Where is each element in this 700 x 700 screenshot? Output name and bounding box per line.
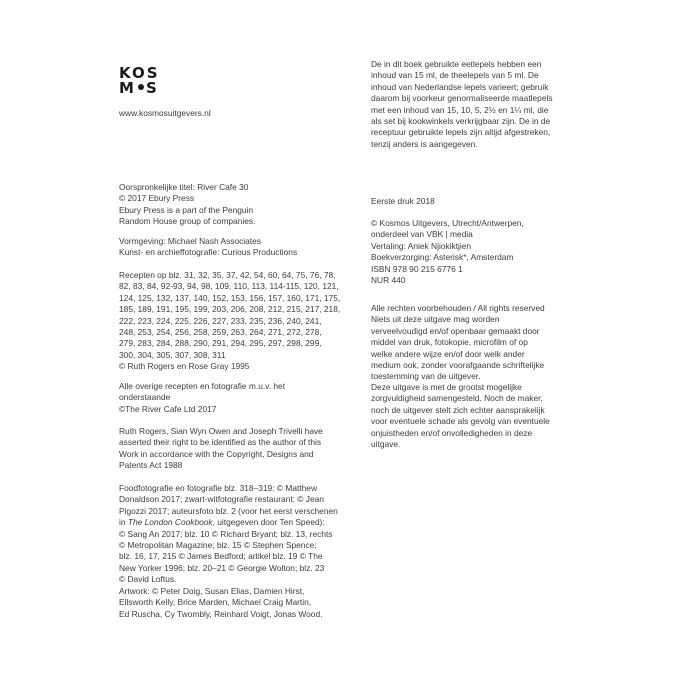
publisher-info: © Kosmos Uitgevers, Utrecht/Antwerpen, onderdeel van VBK | media Vertaling: Aniek Njiokiktjien Boekverzorging: Asterisk*, Amsterdam: [371, 218, 524, 263]
first-edition: Eerste druk 2018: [371, 196, 435, 206]
disclaimer: Deze uitgave is met de grootst mogelijke zorgvuldigheid samengesteld. Noch de maker, noch de uitgever stelt zich echter aansprakelijk voor eventuele schade als gevolg van eventuele onjuistheden en/of onvolledigheden in deze uitgave.: [371, 382, 550, 450]
photo-credits: Foodfotografie en fotografie blz. 318–319: © Matthew Donaldson 2017; zwart-witfotografie restaurant: © Jean Pigozzi 2017; auteursfoto blz. 2 (voor het eerst verschenen in The London Cookbook, uitgegeven door Ten Speed): © Sang An 2017; blz. 10 © Richard Bryant; blz. 13, rechts © Metropolitan Magazine; blz. 15 © Stephen Spence; blz. 16, 17, 215 © James Bedford; artikel blz. 19 © The New Yorker 1996; blz. 20–21 © Georgie Wolton; blz. 23 © David Loftus.: [119, 483, 338, 585]
website-link[interactable]: www.kosmosuitgevers.nl: [119, 108, 211, 118]
logo-row-2: M S: [119, 79, 159, 97]
book-title: The London Cookbook: [127, 517, 213, 528]
publisher-logo: [119, 66, 160, 96]
original-title-block: Oorspronkelijke titel: River Cafe 30 © 2017 Ebury Press Ebury Press is a part of the Penguin Random House group of companies.: [119, 182, 256, 227]
artwork-credits: Artwork: © Peter Doig, Susan Elias, Damien Hirst, Ellsworth Kelly, Brice Marden, Michael Craig Martin, Ed Ruscha, Cy Twombly, Reinhard Voigt, Jonas Wood.: [119, 586, 323, 619]
rights-reserved: Alle rechten voorbehouden / All rights reserved Niets uit deze uitgave mag worden verveelvoudigd en/of openbaar gemaakt door middel van druk, fotokopie, microfilm of op welke andere wijze en/of door welk ander medium ook, zonder voorafgaande schriftelijke toestemming van de uitgever.: [371, 303, 545, 382]
measurement-note: De in dit boek gebruikte eetlepels hebben een inhoud van 15 ml, de theelepels van 5 ml. De inhoud van Nederlandse lepels varieert; gebruik daarom bij voorkeur genormaliseerde maatlepels met een inhoud van 15, 10, 5, 2½ en 1¼ ml, die als set bij kookwinkels verkrijgbaar zijn. De in de receptuur gebruikte lepels zijn altijd afgestreken, tenzij anders is aangegeven.: [371, 59, 553, 149]
logo-dot-icon: [138, 84, 144, 90]
recipe-credits: Recepten op blz. 31, 32, 35, 37, 42, 54, 60, 64, 75, 76, 78, 82, 83, 84, 92-93, 94, 98, 109, 110, 113, 114-115, 120, 121, 124, 125, 132, 137, 140, 152, 153, 156, 157, 160, 171, 175, 185, 189, 191, 195, 199, 203, 206, 208, 212, 215, 217, 218, 222, 223, 224, 225, 226, 227, 233, 235, 236, 240, 241, 248, 253, 254, 256, 258, 259, 263, 264, 271, 272, 278, 279, 283, 284, 288, 290, 291, 294, 295, 297, 298, 299, 300, 304, 305, 307, 308, 311 © Ruth Rogers en Rose Gray 1995: [119, 270, 341, 372]
other-recipes-credit: Alle overige recepten en fotografie m.u.v. het onderstaande ©The River Cafe Ltd 2017: [119, 381, 286, 414]
isbn-info: ISBN 978 90 215 6776 1 NUR 440: [371, 264, 463, 286]
design-credits: Vormgeving: Michael Nash Associates Kunst- en archieffotografie: Curious Productions: [119, 236, 298, 258]
logo-row-1: KOS: [119, 64, 160, 82]
author-rights: Ruth Rogers, Sian Wyn Owen and Joseph Trivelli have asserted their right to be identified as the author of this Work in accordance with the Copyright, Designs and Patents Act 1988: [119, 426, 323, 471]
